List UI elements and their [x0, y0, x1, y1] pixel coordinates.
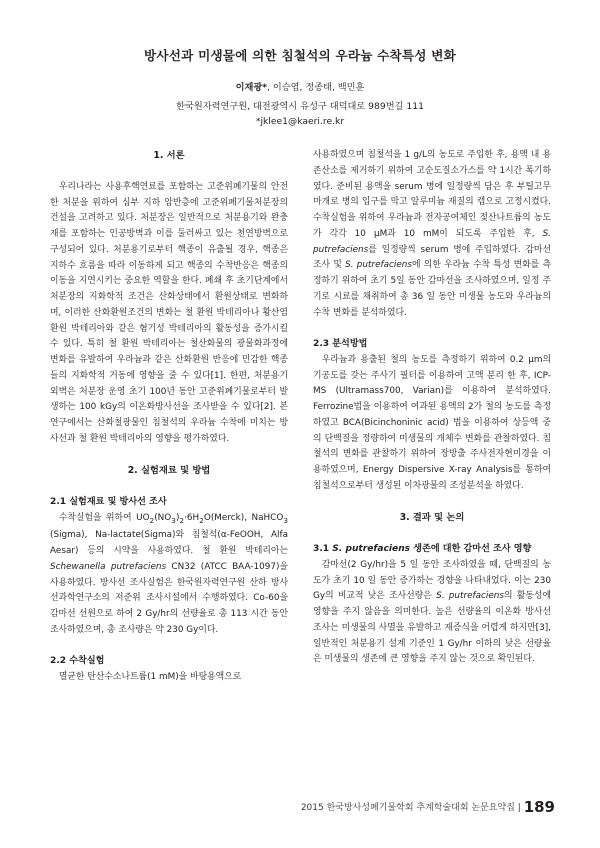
section-3-1-paragraph: 감마선(2 Gy/hr)을 5 일 동안 조사하였을 때, 단백질의 농도가 초기 10 일 동안 증가하는 경향을 나타내었다. 이는 230 Gy의 비교적 낮은 조사선량은 S. putrefaciens의 활동성에 영향을 주지 않음을 의미한다. 높은 선량율의 이온화 방사선 조사는 미생물의 사멸을 유발하고 재증식을 어렵게 하지만[3], 일반적인 처분용기 설계 기준인 1 Gy/hr 이하의 낮은 선량율은 미생물의 생존에 큰 영향을 주지 않는 것으로 확인된다. [313, 559, 551, 665]
corresponding-author: 이재광* [235, 82, 268, 93]
author-list [0, 79, 600, 93]
section-1-heading: 1. 서론 [153, 150, 185, 161]
co-authors: , 이승엽, 정종태, 백민훈 [267, 82, 365, 93]
section-2-1-heading: 2.1 실험재료 및 방사선 조사 [50, 497, 167, 507]
section-2-2-heading: 2.2 수착실험 [50, 656, 105, 667]
page-footer [301, 798, 555, 816]
left-column [50, 148, 288, 686]
footer-separator: | [517, 803, 521, 813]
section-3-1-heading: 3.1 S. putrefaciens 생존에 대한 감마선 조사 영향 [313, 544, 532, 554]
affiliation: 한국원자력연구원, 대전광역시 유성구 대덕대로 989번길 111 [176, 101, 424, 112]
section-2-heading: 2. 실험재료 및 방법 [127, 465, 211, 477]
page-number: 189 [523, 798, 555, 816]
section-3-heading: 3. 결과 및 논의 [399, 512, 465, 524]
section-2-3-heading: 2.3 분석방법 [313, 339, 368, 349]
proceedings-name: 2015 한국방사성폐기물학회 추계학술대회 논문요약집 [300, 803, 515, 813]
contact-email: *jklee1@kaeri.re.kr [255, 116, 345, 127]
paper-title: 방사선과 미생물에 의한 침철석의 우라늄 수착특성 변화 [144, 48, 456, 63]
section-2-1-paragraph: 수착실험을 위하여 $UO_2(NO_3)_2\cdot 6H_2O(Merck)$, NaHCO$_3$ (Sigma), Na-lactate(Sigma)와 침철석(α-FeOOH, Alfa Aesar) 등의 시약을 사용하였다. 철 환원 박테리아는 Schewanella putrefaciens CN32 (ATCC BAA-1097)을 사용하였다. 방사선 조사실험은 한국원자력연구원 산하 방사선과학연구소의 저준위 조사시설에서 수행하였다. Co-60을 감마선 선원으로 하여 2 Gy/hr의 선량율로 총 113 시간 동안 조사하였으며, 총 조사량은 약 230 Gy이다. [50, 512, 289, 635]
section-1-paragraph: 우리나라는 사용후핵연료를 포함하는 고준위폐기물의 안전한 처분을 위하여 심부 지하 암반층에 고준위폐기물처분장의 건설을 고려하고 있다. 처분장은 일반적으로 처분용기와 완충재를 포함하는 인공방벽과 이를 둘러싸고 있는 천연방벽으로 구성되어 있다. 처분용기로부터 핵종이 유출될 경우, 핵종은 지하수 흐름을 따라 이동하게 되고 핵종의 수착반응은 핵종의 이동을 지연시키는 중요한 역할을 한다. 폐쇄 후 초기단계에서 처분장의 지화학적 조건은 산화상태에서 환원상태로 변화하며, 이러한 산화환원조건의 변화는 철 환원 박테리아나 황산염 환원 박테리아와 같은 혐기성 박테리아의 활동성을 증가시킬 수 있다. 특히 철 환원 박테리아는 철산화물의 광물화과정에 변화를 유발하여 우라늄과 같은 산화환원 반응에 민감한 핵종들의 지화학적 거동에 영향을 줄 수 있다[1]. 한편, 처분용기 외벽은 처분장 운영 초기 100년 동안 고준위폐기물로부터 발생하는 100 kGy의 이온화방사선을 조사받을 수 있다[2]. 본 연구에서는 산화철광물인 침철석의 우라늄 수착에 미치는 방사선과 철 환원 박테리아의 영향을 평가하였다. [50, 181, 288, 444]
section-2-3-paragraph: 우라늄과 용출된 철의 농도를 측정하기 위하여 0.2 μm의 기공도를 갖는 주사기 필터를 이용하여 고액 분리 한 후, ICP-MS (Ultramass700, Varian)를 이용하여 분석하였다. Ferrozine법을 이용하여 여과된 용액의 2가 철의 농도를 측정하였고 BCA(Bicinchoninic acid) 법을 이용하여 상등액 중의 단백질을 정량하여 미생물의 개체수 변화를 관찰하였다. 침철석의 변화를 관찰하기 위하여 장방출 주사전자현미경을 이용하였으며, Energy Dispersive X-ray Analysis를 통하여 침철석으로부터 생성된 이차광물의 조성분석을 하였다. [313, 354, 551, 491]
right-column [313, 148, 551, 668]
section-2-2-continued: 사용하였으며 침철석을 1 g/L의 농도로 주입한 후, 용액 내 용존산소를 제거하기 위하여 고순도질소가스를 약 1시간 폭기하였다. 준비된 용액을 serum 병에 일정량씩 담은 후 부틸고무마개로 병의 입구를 막고 알루미늄 재질의 캡으로 고정시켰다. 수착실험을 위하여 우라늄과 전자공여체인 젖산나트륨의 농도가 각각 10 μM과 10 mM이 되도록 주입한 후, S. putrefaciens를 일정량씩 serum 병에 주입하였다. 감마선 조사 및 S. putrefaciens에 의한 우라늄 수착 특성 변화를 측정하기 위하여 초기 5일 동안 감마선을 조사하였으며, 일정 주기로 시료를 채취하여 총 36 일 동안 미생물 농도와 우라늄의 수착 변화를 분석하였다. [313, 150, 551, 318]
section-2-2-paragraph: 멸균한 탄산수소나트륨(1 mM)을 바탕용액으로 [58, 672, 242, 683]
